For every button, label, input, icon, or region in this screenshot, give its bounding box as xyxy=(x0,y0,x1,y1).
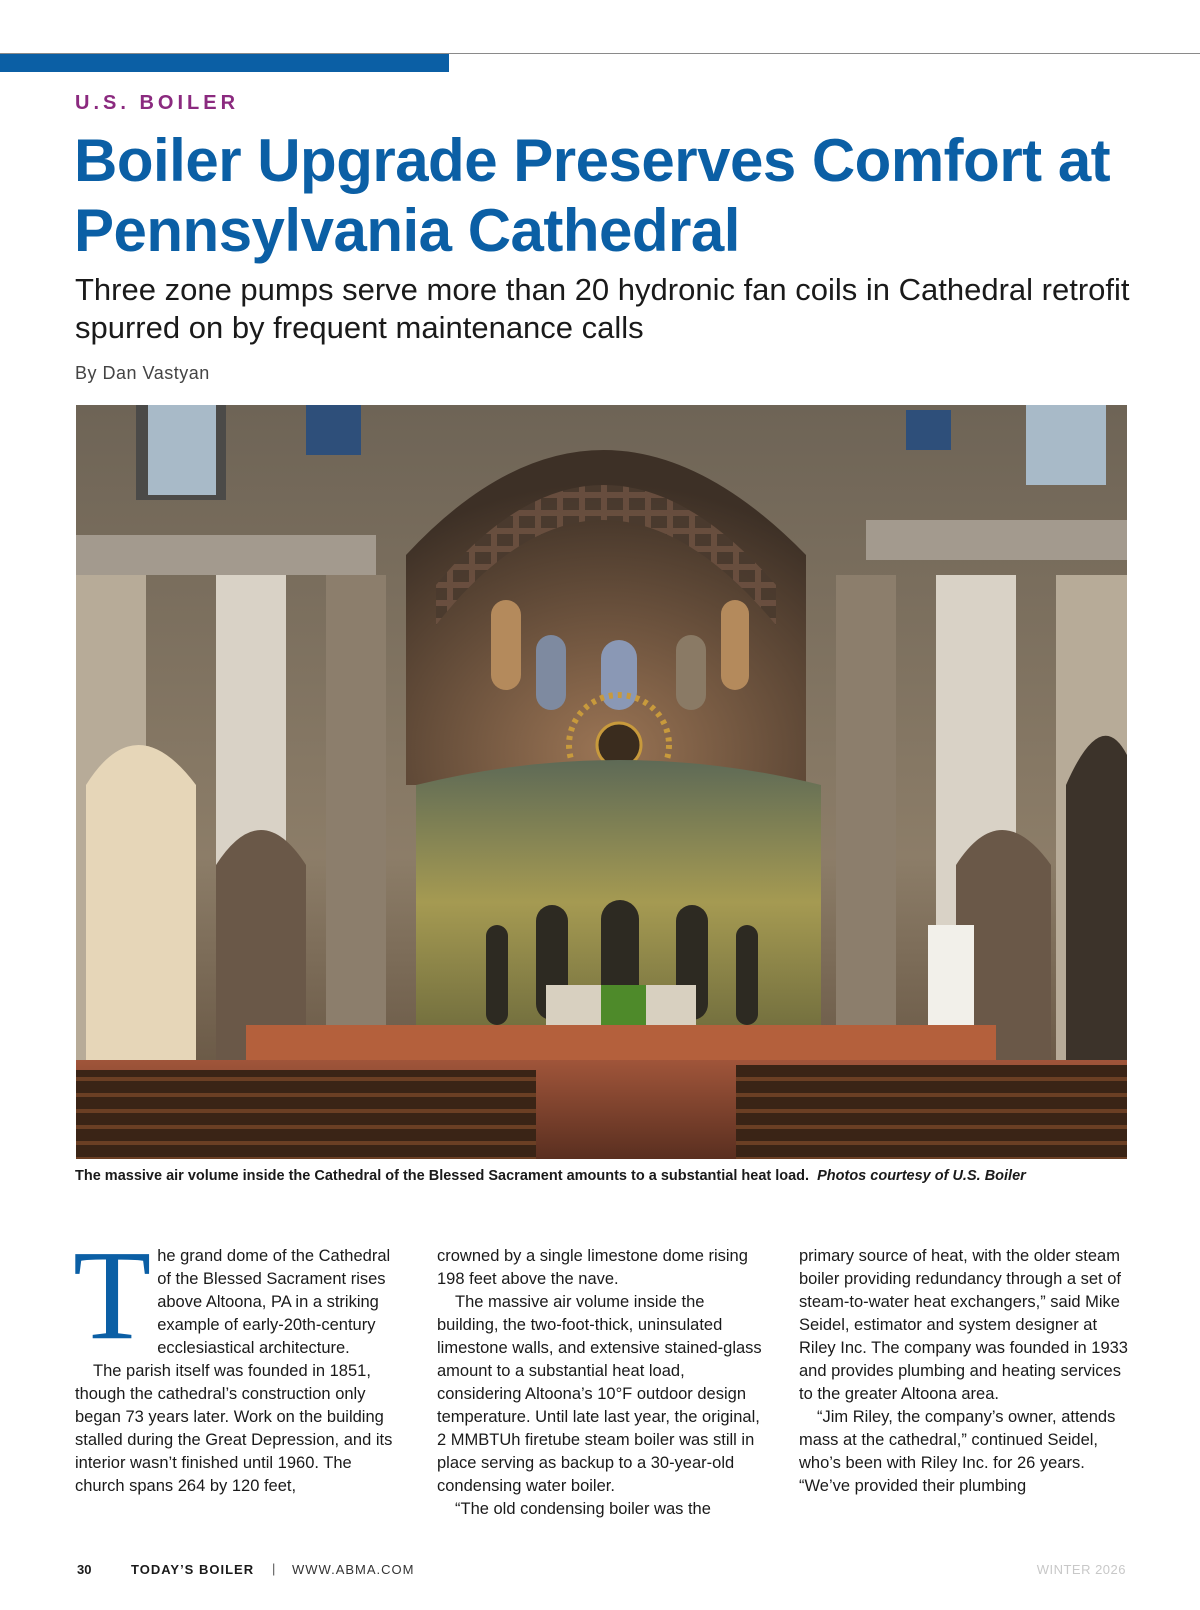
paragraph: The parish itself was founded in 1851, though the cathedral’s construction only began 73 years later. Work on the building stalled during the Great Depression, and its interior wasn’t finished until 1960. The church spans 264 by 120 feet, xyxy=(75,1362,393,1495)
magazine-url-link[interactable]: WWW.ABMA.COM xyxy=(292,1562,415,1577)
body-column-1 xyxy=(73,1224,405,1498)
paragraph: The massive air volume inside the building, the two-foot-thick, uninsulated limestone walls, and extensive stained-glass amount to a substantial heat load, considering Altoona’s 10°F outdoor design temperature. Until late last year, the original, 2 MMBTUh firetube steam boiler was still in place serving as backup to a 30-year-old condensing water boiler. xyxy=(437,1293,762,1495)
paragraph: primary source of heat, with the older steam boiler providing redundancy through a set of steam-to-water heat exchangers,” said Mike Seidel, estimator and system designer at Riley Inc. The company was founded in 1933 and provides plumbing and heating services to the greater Altoona area. xyxy=(799,1247,1128,1403)
cathedral-interior-photo xyxy=(76,405,1127,1159)
paragraph: “Jim Riley, the company’s owner, attends mass at the cathedral,” continued Seidel, who’s been with Riley Inc. for 26 years. “We’ve provided their plumbing xyxy=(799,1408,1116,1495)
body-column-3 xyxy=(799,1245,1129,1498)
top-accent-bar xyxy=(0,54,449,72)
byline: By Dan Vastyan xyxy=(75,363,210,383)
photo-credit: Photos courtesy of U.S. Boiler xyxy=(817,1168,1026,1184)
article-headline: Boiler Upgrade Preserves Comfort at Pennsylvania Cathedral xyxy=(74,127,1111,264)
footer-separator: | xyxy=(272,1561,276,1576)
caption-text: The massive air volume inside the Cathedral of the Blessed Sacrament amounts to a substantial heat load. xyxy=(75,1168,810,1184)
issue-label: WINTER 2026 xyxy=(1036,1562,1126,1577)
photo-caption xyxy=(75,1168,1185,1184)
drop-cap: T xyxy=(73,1224,152,1366)
paragraph: “The old condensing boiler was the xyxy=(455,1500,711,1518)
page-number: 30 xyxy=(77,1562,92,1577)
body-column-2 xyxy=(437,1245,767,1521)
paragraph: crowned by a single limestone dome rising 198 feet above the nave. xyxy=(437,1247,748,1288)
paragraph: he grand dome of the Cathedral of the Blessed Sacrament rises above Altoona, PA in a striking example of early-20th-century ecclesiastical architecture. xyxy=(157,1247,391,1357)
section-kicker: U.S. BOILER xyxy=(75,92,240,114)
article-deck: Three zone pumps serve more than 20 hydronic fan coils in Cathedral retrofit spurred on by frequent maintenance calls xyxy=(75,272,1130,345)
magazine-name: TODAY’S BOILER xyxy=(131,1562,255,1577)
